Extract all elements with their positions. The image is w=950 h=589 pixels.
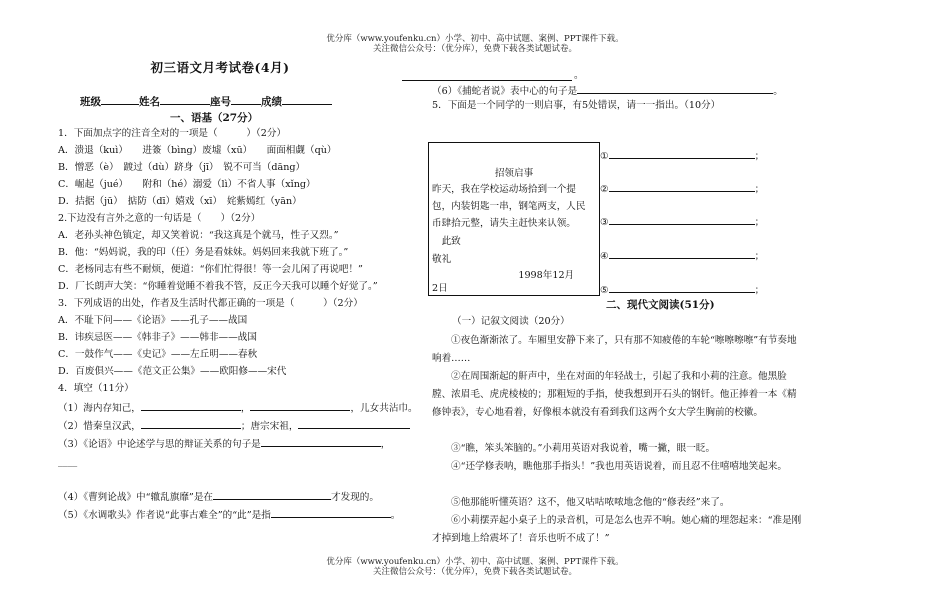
- fill-punct: ，: [240, 403, 251, 414]
- name-label: 姓名: [139, 96, 160, 108]
- question-line: B．他：“妈妈说，我的印（任）务是看妹妹。妈妈回来我就下班了。”: [58, 247, 349, 258]
- notice-line: 1998年12月: [432, 270, 575, 281]
- reading-paragraph: ③“瞧，笨头笨脑的。”小莉用英语对我说着，嘴一撇，眼一眨。: [451, 443, 716, 454]
- footer-line-1: 优分库（www.youfenku.cn）小学、初中、高中试题、案例、PPT课件下载。: [326, 557, 624, 567]
- reading-paragraph: ⑥小莉摆弄起小桌子上的录音机，可是怎么也弄不响。她心痛的埋怨起来：“准是刚才掉到地上给震坏了！音乐也听不成了！”: [432, 515, 802, 544]
- q6-text: （6）《捕蛇者说》表中心的句子是: [432, 86, 578, 97]
- question-5-intro: 5．下面是一个同学的一则启事，有5处错误，请一一指出。（10分）: [432, 100, 721, 111]
- section-heading-1: 一、语基（27分）: [170, 112, 259, 124]
- answer-marker: ①: [600, 151, 609, 162]
- page-header: [0, 34, 950, 54]
- answer-blank[interactable]: [577, 84, 773, 94]
- reading-paragraph: ①夜色渐渐浓了。车厢里安静下来了，只有那不知疲倦的车轮“嚓嚓嚓嚓”有节奏地响着……: [432, 335, 797, 364]
- fill-text: （2）惜秦皇汉武，: [58, 421, 141, 432]
- fill-punct: 。: [390, 510, 401, 521]
- fill-punct: ；: [754, 285, 765, 296]
- fill-punct: ；: [754, 217, 765, 228]
- question-line: B．憎恶（è） 踱过（dù）跻身（jī） 锐不可当（dāng）: [58, 162, 306, 173]
- notice-line: 敬礼: [432, 254, 452, 265]
- answer-blank[interactable]: [609, 249, 755, 259]
- reading-title: （一）记叙文阅读（20分）: [452, 316, 570, 327]
- answer-blank[interactable]: [609, 283, 755, 293]
- answer-blank[interactable]: [609, 215, 755, 225]
- reading-paragraph: ④“还学修表呐，瞧他那手指头！”我也用英语说着，而且忍不住嘻嘻地笑起来。: [451, 461, 787, 472]
- fill-text: （3）《论语》中论述学与思的辩证关系的句子是: [58, 439, 261, 450]
- answer-blank[interactable]: [271, 508, 391, 518]
- header-line-2: 关注微信公众号：（优分库），免费下载各类试题试卷。: [372, 44, 577, 54]
- fill-question-1: [58, 401, 418, 415]
- question-line: 1．下面加点字的注音全对的一项是（ ）（2分）: [58, 128, 287, 139]
- notice-box: [428, 142, 600, 296]
- score-blank[interactable]: [282, 94, 332, 105]
- student-info-line: [80, 94, 332, 109]
- fill-question-5: [58, 508, 400, 522]
- answer-blank[interactable]: [609, 182, 755, 192]
- fill-punct: ，: [380, 439, 391, 450]
- fill-text: ，儿女共沾巾。: [350, 403, 418, 414]
- question-line: C．老杨同志有些不耐烦，便道：“你们忙得很！等一会儿闲了再说吧！”: [58, 264, 363, 275]
- fill-question-3: [58, 437, 390, 451]
- class-label: 班级: [80, 96, 101, 108]
- notice-line: 2日: [432, 283, 448, 294]
- page-footer: [0, 557, 950, 577]
- question-line: D．拮据（jū） 掂防（dī）嬉戏（xī） 姹紫嫣红（yān）: [58, 196, 302, 207]
- notice-line: 币肆拾元整，请失主赶快来认领。: [432, 218, 576, 229]
- notice-title: 招领启事: [494, 168, 534, 179]
- seat-blank[interactable]: [231, 94, 261, 105]
- question-line: B．讳疾忌医——《韩非子》——韩非——战国: [58, 332, 257, 343]
- fill-punct: ；: [754, 251, 765, 262]
- notice-line: 包，内装钥匙一串，钢笔两支，人民: [432, 201, 586, 212]
- fill-punct: ；: [754, 151, 765, 162]
- prev-answer-line[interactable]: [402, 70, 572, 81]
- fill-question-4: [58, 490, 379, 504]
- error-answer-4: [600, 248, 764, 262]
- answer-blank[interactable]: [250, 401, 350, 411]
- fill-question-3-cont: [58, 456, 77, 468]
- error-answer-5: [600, 282, 764, 296]
- exam-title: 初三语文月考试卷(4月): [150, 60, 290, 75]
- answer-blank[interactable]: [298, 419, 410, 429]
- answer-blank[interactable]: [213, 490, 331, 500]
- error-answer-2: [600, 181, 764, 195]
- question-line: D．百废俱兴——《范文正公集》——欧阳修——宋代: [58, 366, 287, 377]
- question-line: D．厂长朗声大笑：“你睡着觉睡不着我不管，反正今天我可以睡个好觉了。”: [58, 281, 378, 292]
- fill-text: （1）海内存知己，: [58, 403, 141, 414]
- fill-text: （4）《曹刿论战》中“辙乱旗靡”是在: [58, 492, 214, 503]
- name-blank[interactable]: [160, 94, 210, 105]
- fill-question-2: [58, 419, 410, 433]
- notice-line: 昨天，我在学校运动场拾到一个提: [432, 184, 576, 195]
- answer-marker: ③: [600, 217, 609, 228]
- question-line: 4．填空（11分）: [58, 383, 134, 394]
- question-line: C．崛起（jué） 附和（hé）溺爱（lì）不省人事（xǐng）: [58, 179, 316, 190]
- answer-marker: ④: [600, 251, 609, 262]
- answer-blank[interactable]: [261, 437, 381, 447]
- answer-marker: ②: [600, 184, 609, 195]
- score-label: 成绩: [261, 96, 282, 108]
- answer-blank[interactable]: ____: [58, 456, 78, 467]
- fill-text: 才发现的。: [331, 492, 379, 503]
- seat-label: 座号: [210, 96, 231, 108]
- error-answer-1: [600, 148, 764, 162]
- class-blank[interactable]: [101, 94, 139, 105]
- question-6: [432, 84, 783, 98]
- prev-line-period: 。: [574, 70, 584, 81]
- question-line: 2.下边没有言外之意的一句话是（ ）（2分）: [58, 213, 261, 224]
- question-line: A．老孙头神色镇定，却又笑着说：“我这真是个就马，性子又烈。”: [58, 230, 339, 241]
- footer-line-2: 关注微信公众号：（优分库），免费下载各类试题试卷。: [372, 567, 577, 577]
- question-line: 3．下列成语的出处，作者及生活时代都正确的一项是（ ）（2分）: [58, 298, 363, 309]
- fill-punct: 。: [773, 86, 783, 97]
- fill-punct: ；: [754, 184, 765, 195]
- notice-line: 此致: [432, 236, 461, 247]
- answer-blank[interactable]: [609, 149, 755, 159]
- section-heading-2: 二、现代文阅读(51分): [606, 299, 715, 311]
- error-answer-3: [600, 214, 764, 228]
- reading-paragraph: ⑤他那能听懂英语？这不，他又咕咕哝哝地念他的“修表经”来了。: [451, 497, 730, 508]
- fill-text: ；唐宗宋祖，: [240, 421, 299, 432]
- fill-text: （5）《水调歌头》作者说“此事古难全”的“此”是指: [58, 510, 271, 521]
- answer-blank[interactable]: [141, 419, 241, 429]
- header-line-1: 优分库（www.youfenku.cn）小学、初中、高中试题、案例、PPT课件下载。: [326, 34, 624, 44]
- question-line: C．一鼓作气——《史记》——左丘明——春秋: [58, 349, 258, 360]
- question-line: A．溃退（kuì） 进簽（bìng）废墟（xū） 面面相觑（qù）: [58, 145, 337, 156]
- answer-marker: ⑤: [600, 285, 609, 296]
- reading-paragraph: ②在周围渐起的鼾声中，坐在对面的年轻战士，引起了我和小莉的注意。他黑脸膛、浓眉毛、虎虎棱棱的；那粗短的手指，使我想到开石头的钢钎。他正捧着一本《精修钟表》，专心地看着，好像根本就没有看到我们这两个女大学生胸前的校徽。: [432, 371, 797, 418]
- question-line: A．不耻下问——《论语》——孔子——战国: [58, 315, 248, 326]
- answer-blank[interactable]: [141, 401, 241, 411]
